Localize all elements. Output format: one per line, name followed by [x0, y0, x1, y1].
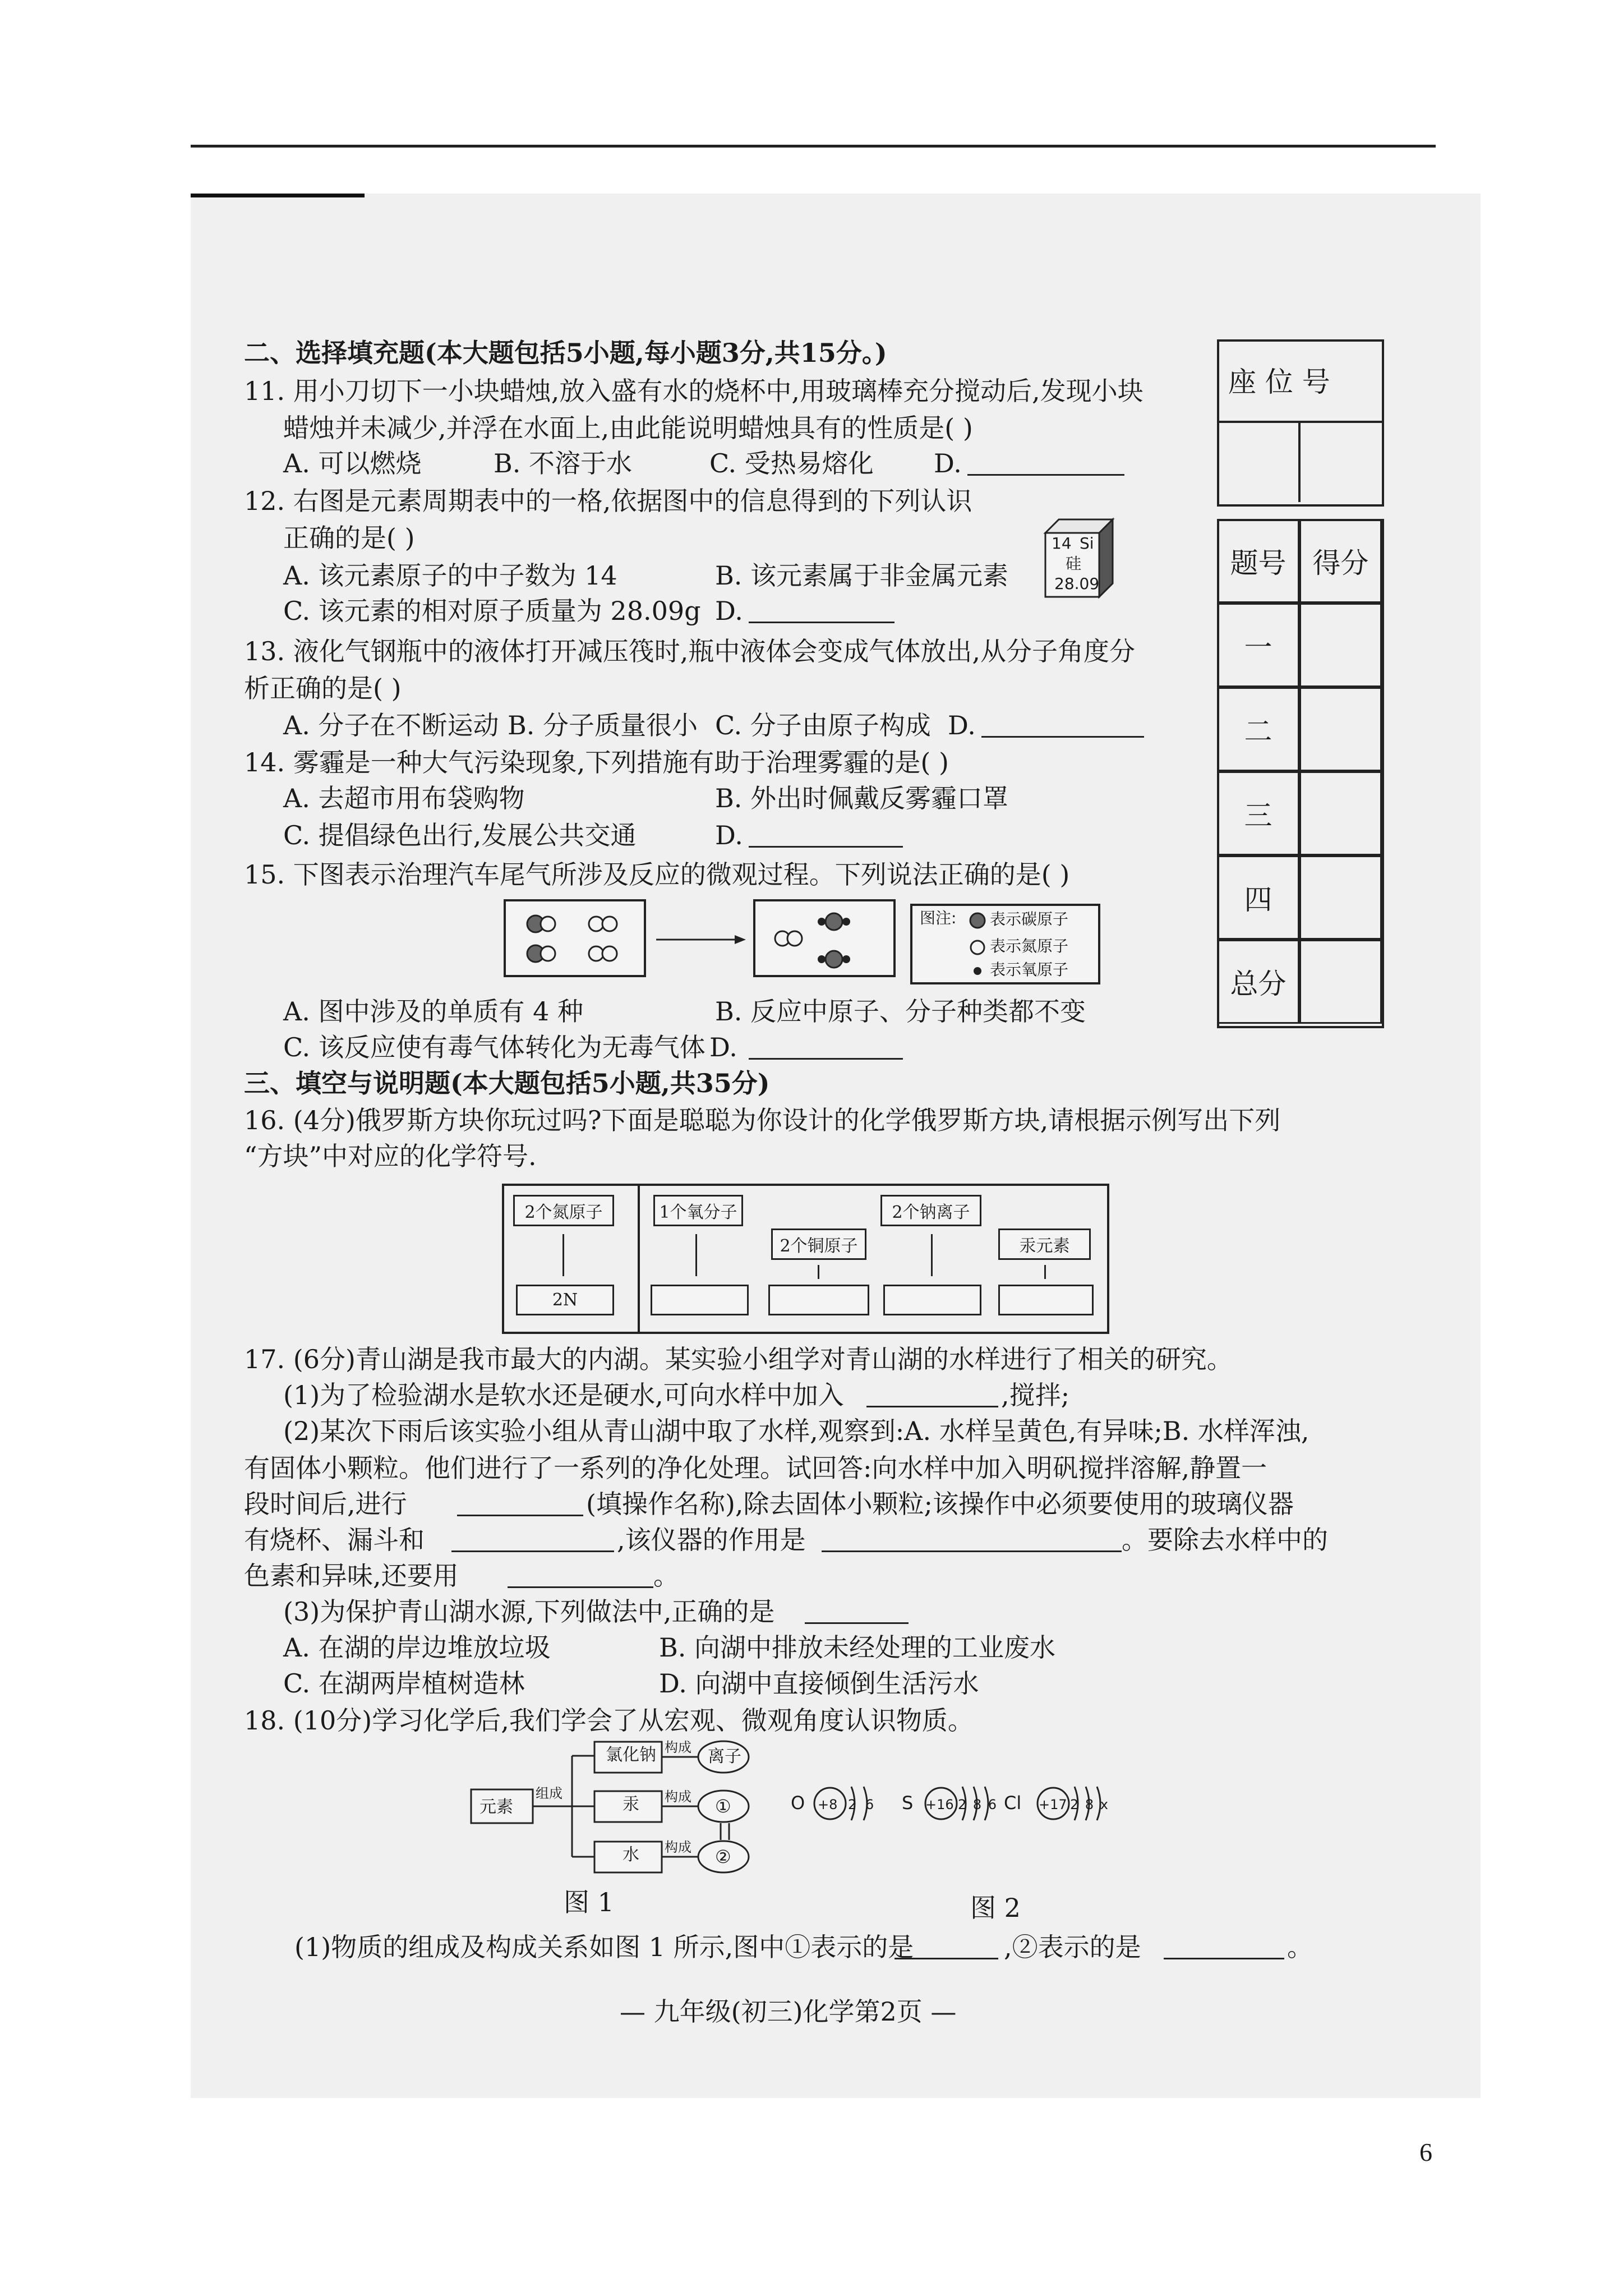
q15-answer-blank[interactable] [749, 1036, 903, 1060]
q17-line6a: 有烧杯、漏斗和 [244, 1525, 425, 1555]
q11-line1: 11. 用小刀切下一小块蜡烛,放入盛有水的烧杯中,用玻璃棒充分搅动后,发现小块 [244, 376, 1144, 406]
q16-line1: 16. (4分)俄罗斯方块你玩过吗?下面是聪聪为你设计的化学俄罗斯方块,请根据示例写出下列 [244, 1105, 1281, 1135]
seat-divider-v [1298, 421, 1301, 502]
score-cell-1[interactable] [1299, 603, 1382, 687]
q13-option-d: D. [948, 710, 976, 740]
periodic-cell-number: 14 [1052, 534, 1072, 553]
q15-option-a: A. 图中涉及的单质有 4 种 [283, 996, 583, 1027]
score-row-3: 三 [1217, 771, 1299, 855]
q12-line2: 正确的是( ) [283, 523, 415, 553]
score-row-total: 总分 [1217, 940, 1299, 1024]
q15-option-b: B. 反应中原子、分子种类都不变 [715, 996, 1086, 1027]
score-row-4: 四 [1217, 855, 1299, 940]
q17-function-blank[interactable] [822, 1528, 1122, 1552]
q17-line4: 有固体小颗粒。他们进行了一系列的净化处理。试回答:向水样中加入明矾搅拌溶解,静置一 [244, 1453, 1267, 1483]
q18-line2b: ,②表示的是 [1004, 1932, 1141, 1962]
q17-option-c: C. 在湖两岸植树造林 [283, 1668, 525, 1699]
figure2-caption: 图 2 [970, 1893, 1021, 1923]
q17-instrument-blank[interactable] [451, 1528, 614, 1552]
q11-option-b: B. 不溶于水 [494, 448, 633, 478]
score-row-1: 一 [1217, 603, 1299, 687]
q17-line5b: (填操作名称),除去固体小颗粒;该操作中必须要使用的玻璃仪器 [586, 1489, 1294, 1519]
fig1-ion: 离子 [708, 1747, 741, 1766]
q14-option-b: B. 外出时佩戴反雾霾口罩 [715, 783, 1009, 813]
q18-blank-2[interactable] [1164, 1935, 1284, 1959]
fig1-compose-label: 组成 [536, 1786, 562, 1801]
block-sodium-ions: 2个钠离子 [880, 1195, 981, 1226]
q13-option-b: B. 分子质量很小 [508, 710, 698, 740]
q17-line5a: 段时间后,进行 [244, 1489, 407, 1519]
periodic-cell-name: 硅 [1066, 554, 1082, 573]
q15-option-d: D. [709, 1032, 737, 1062]
fig1-constitute-3: 构成 [665, 1839, 691, 1855]
legend-title: 图注: [920, 909, 957, 927]
q17-option-b: B. 向湖中排放未经处理的工业废水 [659, 1632, 1056, 1663]
fig1-constitute-2: 构成 [665, 1789, 691, 1805]
q14-option-a: A. 去超市用布袋购物 [283, 783, 525, 813]
q17-line6b: ,该仪器的作用是 [617, 1525, 806, 1555]
q14-option-c: C. 提倡绿色出行,发展公共交通 [283, 820, 637, 850]
atom-o-electrons: 2 6 [848, 1797, 877, 1812]
block1-arrow [562, 1234, 564, 1276]
q17-decolor-blank[interactable] [508, 1564, 653, 1588]
q17-line7b: 。 [653, 1561, 679, 1591]
fig1-element: 元素 [479, 1797, 513, 1817]
fig1-water: 水 [623, 1845, 639, 1865]
block-oxygen-molecule: 1个氧分子 [653, 1195, 743, 1226]
q12-option-c: C. 该元素的相对原子质量为 28.09g [283, 596, 701, 626]
q18-line1: 18. (10分)学习化学后,我们学会了从宏观、微观角度认识物质。 [244, 1705, 974, 1736]
q15-option-c: C. 该反应使有毒气体转化为无毒气体 [283, 1032, 706, 1062]
q18-line2a: (1)物质的组成及构成关系如图 1 所示,图中①表示的是 [294, 1932, 914, 1962]
answer-oxygen-molecule[interactable] [651, 1285, 749, 1315]
q11-line2: 蜡烛并未减少,并浮在水面上,由此能说明蜡烛具有的性质是( ) [283, 413, 973, 443]
q18-blank-1[interactable] [895, 1935, 998, 1959]
q17-option-a: A. 在湖的岸边堆放垃圾 [283, 1632, 551, 1663]
q16-line2: “方块”中对应的化学符号. [244, 1141, 537, 1171]
score-row-2: 二 [1217, 687, 1299, 771]
score-cell-3[interactable] [1299, 771, 1382, 855]
q14-answer-blank[interactable] [749, 823, 903, 848]
score-col-header-score: 得分 [1299, 519, 1382, 603]
q14-option-d: D. [715, 820, 743, 850]
q17-line6c: 。要除去水样中的 [1122, 1525, 1328, 1555]
answer-mercury-element[interactable] [998, 1285, 1094, 1315]
atom-cl-electrons: 2 8 x [1070, 1797, 1109, 1812]
q18-line2c: 。 [1287, 1932, 1313, 1962]
q11-option-c: C. 受热易熔化 [709, 448, 874, 478]
fig1-circle-2: ② [715, 1846, 731, 1867]
block3-arrow [818, 1265, 819, 1279]
q17-line8: (3)为保护青山湖水源,下列做法中,正确的是 [283, 1596, 775, 1627]
atom-cl-nucleus: +17 [1039, 1797, 1067, 1812]
fig1-nacl: 氯化钠 [606, 1745, 656, 1765]
q13-option-c: C. 分子由原子构成 [715, 710, 931, 740]
q12-option-a: A. 该元素原子的中子数为 14 [283, 560, 617, 591]
q12-option-b: B. 该元素属于非金属元素 [715, 560, 1009, 591]
fig1-constitute-1: 构成 [665, 1740, 691, 1755]
block2-arrow [695, 1234, 697, 1276]
atom-o-symbol: O [791, 1792, 805, 1814]
answer-sodium-ions[interactable] [883, 1285, 981, 1315]
page-footer: — 九年级(初三)化学第2页 — [620, 1996, 957, 2027]
atom-s-symbol: S [902, 1792, 914, 1814]
q11-option-a: A. 可以燃烧 [283, 448, 422, 478]
q15-line1: 15. 下图表示治理汽车尾气所涉及反应的微观过程。下列说法正确的是( ) [244, 859, 1070, 890]
q13-line2: 析正确的是( ) [244, 673, 402, 703]
q17-reagent-blank[interactable] [866, 1383, 998, 1407]
legend-oxygen: 表示氧原子 [990, 960, 1069, 979]
q14-line1: 14. 雾霾是一种大气污染现象,下列措施有助于治理雾霾的是( ) [244, 747, 949, 777]
q17-line2a: (1)为了检验湖水是软水还是硬水,可向水样中加入 [283, 1380, 844, 1410]
legend-carbon: 表示碳原子 [990, 910, 1069, 928]
section3-heading: 三、填空与说明题(本大题包括5小题,共35分) [244, 1068, 770, 1098]
q17-line3: (2)某次下雨后该实验小组从青山湖中取了水样,观察到:A. 水样呈黄色,有异味;B. 水样浑浊, [283, 1416, 1310, 1446]
q17-option-d: D. 向湖中直接倾倒生活污水 [659, 1668, 979, 1699]
atom-cl-symbol: Cl [1004, 1792, 1022, 1814]
block-copper-atoms: 2个铜原子 [771, 1228, 866, 1260]
q13-option-a: A. 分子在不断运动 [283, 710, 499, 740]
scan-edge-mark [191, 194, 365, 197]
section2-heading: 二、选择填充题(本大题包括5小题,每小题3分,共15分。) [244, 338, 887, 368]
tetris-divider [638, 1184, 640, 1332]
fig1-circle-1: ① [715, 1796, 731, 1817]
q17-line1: 17. (6分)青山湖是我市最大的内湖。某实验小组学对青山湖的水样进行了相关的研究。 [244, 1344, 1233, 1374]
atom-s-electrons: 2 8 6 [958, 1797, 998, 1812]
fig1-mercury: 汞 [623, 1795, 639, 1814]
score-col-header-question: 题号 [1217, 519, 1299, 603]
q12-line1: 12. 右图是元素周期表中的一格,依据图中的信息得到的下列认识 [244, 486, 972, 516]
q13-answer-blank[interactable] [981, 714, 1144, 738]
q11-option-d: D. [934, 448, 962, 478]
q17-protect-blank[interactable] [805, 1600, 909, 1624]
page-number: 6 [1419, 2138, 1432, 2166]
block4-arrow [931, 1234, 933, 1276]
q17-operation-blank[interactable] [457, 1492, 583, 1516]
q17-line2b: ,搅拌; [1001, 1380, 1070, 1410]
block5-arrow [1044, 1265, 1046, 1279]
atom-s-nucleus: +16 [925, 1797, 954, 1812]
block-nitrogen-atoms: 2个氮原子 [513, 1195, 614, 1226]
q12-answer-blank[interactable] [749, 599, 895, 623]
score-cell-2[interactable] [1299, 687, 1382, 771]
legend-nitrogen: 表示氮原子 [990, 937, 1069, 955]
header-rule [191, 145, 1436, 148]
q17-line7a: 色素和异味,还要用 [244, 1561, 459, 1591]
block-mercury-element: 汞元素 [998, 1228, 1091, 1260]
periodic-cell-symbol: Si [1080, 534, 1094, 553]
seat-number-label: 座 位 号 [1228, 366, 1330, 398]
figure1-caption: 图 1 [564, 1887, 614, 1917]
q11-answer-blank[interactable] [967, 452, 1124, 476]
q13-line1: 13. 液化气钢瓶中的液体打开减压筏时,瓶中液体会变成气体放出,从分子角度分 [244, 636, 1136, 666]
periodic-cell-mass: 28.09 [1054, 574, 1100, 593]
score-cell-4[interactable] [1299, 855, 1382, 940]
score-cell-total[interactable] [1299, 940, 1382, 1024]
block-example-answer: 2N [516, 1285, 614, 1315]
q12-option-d: D. [715, 596, 743, 626]
answer-copper-atoms[interactable] [768, 1285, 869, 1315]
atom-o-nucleus: +8 [818, 1797, 838, 1812]
